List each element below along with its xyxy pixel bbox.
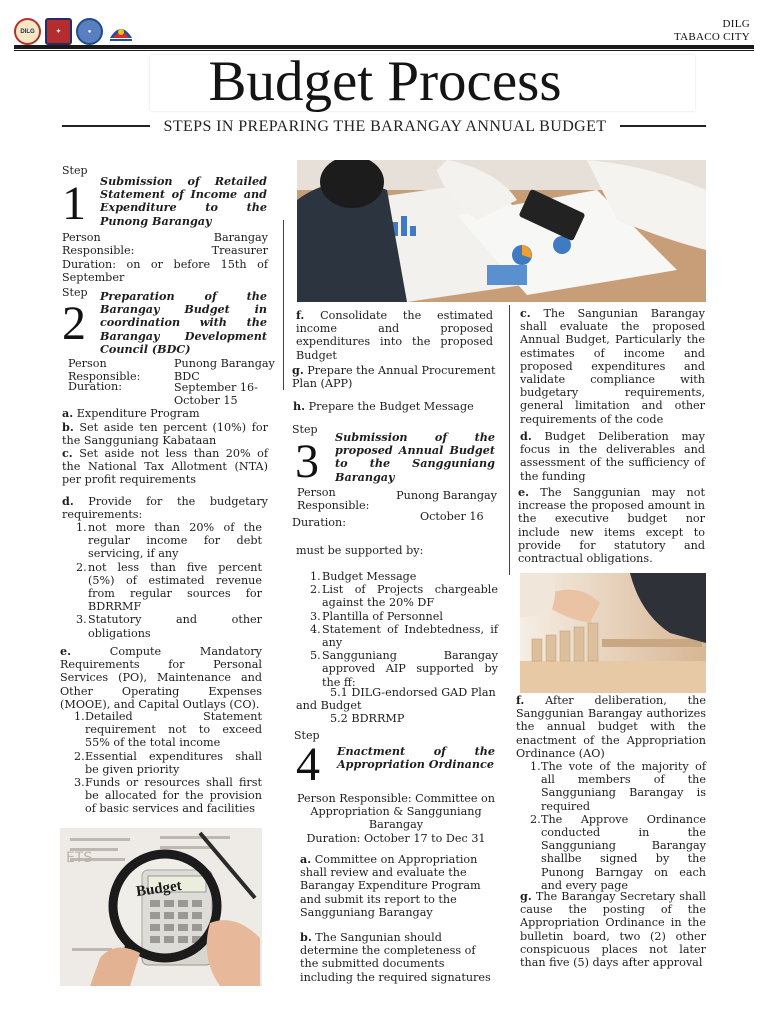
list-item: 2. The Approve Ordinance conducted in the Sangguniang Barangay shallbe signed by the Punong Barngay on each and every page xyxy=(530,812,706,892)
step2-item-d xyxy=(62,495,268,521)
step3-number: 3 xyxy=(295,435,319,488)
step2-item-b xyxy=(62,421,268,447)
step4-label: Step xyxy=(294,729,320,742)
step4-f-list xyxy=(530,760,706,892)
tabaco-city-seal-icon: ✦ xyxy=(45,18,72,45)
step2-item-g-text: Prepare the Annual Procurement Plan (APP) xyxy=(292,364,496,391)
step3-support-list xyxy=(310,570,498,689)
step2-person-value: Punong Barangay BDC xyxy=(174,357,275,384)
page-subtitle: STEPS IN PREPARING THE BARANGAY ANNUAL BUDGET xyxy=(163,118,607,135)
step3-person-value: Punong Barangay xyxy=(396,489,497,502)
step4-item-g-letter: g. xyxy=(520,889,532,903)
step3-sub-5-1: 5.1 DILG-endorsed GAD Plan and Budget xyxy=(296,686,496,713)
step2-item-c-letter: c. xyxy=(62,446,73,460)
list-item: 1. not more than 20% of the regular income for debt servicing, if any xyxy=(76,521,262,561)
step4-item-b-letter: b. xyxy=(300,930,312,944)
wooden-blocks-photo xyxy=(520,573,706,693)
list-item: 2. Essential expenditures shall be given priority xyxy=(74,749,262,776)
column-divider-left xyxy=(283,220,284,390)
list-item: 2. not less than five percent (5%) of estimated revenue from regular sources for BDRRMF xyxy=(76,560,262,614)
org-name: DILG xyxy=(722,18,750,30)
budget-photo-illustration xyxy=(60,828,262,986)
step1-person-value: Barangay Treasurer xyxy=(211,231,268,258)
step2-item-b-letter: b. xyxy=(62,420,74,434)
list-item: 2. List of Projects chargeable against the 20% DF xyxy=(310,583,498,610)
step2-person-label: Person Responsible: xyxy=(68,357,141,384)
step4-item-a-letter: a. xyxy=(300,852,312,866)
list-item: 1. Detailed Statement requirement not to exceed 55% of the total income xyxy=(74,710,262,750)
step4-item-f-text: After deliberation, the Sanggunian Barangay authorizes the annual budget with the enactment of the Appropriation Ordinance (AO) xyxy=(516,694,706,760)
step2-item-c xyxy=(62,447,268,487)
step1-label: Step xyxy=(62,164,88,177)
step4-duration: Duration: October 17 to Dec 31 xyxy=(306,832,486,845)
header-logos xyxy=(14,18,135,45)
header-rule xyxy=(14,45,754,49)
step2-item-h xyxy=(293,400,499,413)
organization-label xyxy=(674,18,750,44)
step4-item-d-letter: d. xyxy=(520,429,532,443)
list-item: 1. Budget Message xyxy=(310,570,417,583)
step2-e-list xyxy=(74,710,262,816)
step2-item-a xyxy=(62,407,268,420)
list-item: 1. The vote of the majority of all members of the Sangguniang Barangay is required xyxy=(530,760,706,813)
step2-item-a-letter: a. xyxy=(62,406,74,420)
list-item: 5. Sangguniang Barangay approved AIP supported by the ff: xyxy=(310,649,498,689)
step2-item-d-letter: d. xyxy=(62,494,74,508)
column-divider-right xyxy=(509,305,510,575)
step4-heading: Enactment of the Appropriation Ordinance xyxy=(337,744,495,772)
step3-duration-value: October 16 xyxy=(420,510,484,523)
step4-item-c-text: The Sangunian Barangay shall evaluate the proposed Annual Budget, Particularly the estimates of income and proposed expenditures and validate compliance with budgetary requirements, general limitation and other requirements of the code xyxy=(520,307,705,426)
step4-item-c-letter: c. xyxy=(520,306,531,320)
step4-item-d-text: Budget Deliberation may focus in the deliverables and assessment of the sufficiency of the funding xyxy=(520,430,705,483)
step4-item-e-text: The Sanggunian may not increase the proposed amount in the executive budget nor include new items except to provide for statutory and contractual obligations. xyxy=(518,486,705,566)
step4-item-a xyxy=(300,853,492,919)
step3-heading: Submission of the proposed Annual Budget to the Sangguniang Barangay xyxy=(335,430,495,484)
step2-item-c-text: Set aside not less than 20% of the National Tax Allotment (NTA) per profit requirements xyxy=(62,447,269,487)
step2-item-b-text: Set aside ten percent (10%) for the Sangguniang Kabataan xyxy=(62,421,268,448)
step3-person-label: Person Responsible: xyxy=(297,486,370,513)
subtitle-rule-left xyxy=(62,125,150,127)
step2-duration-value: September 16- October 15 xyxy=(174,381,258,408)
step4-item-e-letter: e. xyxy=(518,485,530,499)
step1-number: 1 xyxy=(62,177,86,230)
step3-support-intro: must be supported by: xyxy=(296,544,424,557)
dilg-seal-icon: DILG xyxy=(14,18,41,45)
step2-item-g-letter: g. xyxy=(292,363,304,377)
list-item: 3. Plantilla of Personnel xyxy=(310,609,443,623)
meeting-photo xyxy=(297,160,706,302)
step2-item-g xyxy=(292,364,498,390)
step3-sub-5-2: 5.2 BDRRMP xyxy=(330,712,405,725)
step3-label: Step xyxy=(292,423,318,436)
step2-item-e-text: Compute Mandatory Requirements for Personal Services (PO), Maintenance and Other Operating Expenses (MOOE), and Capital Outlays (CO). xyxy=(60,645,262,711)
step4-item-a-text: Committee on Appropriation shall review and evaluate the Barangay Expenditure Program and submit its report to the Sangguniang Barangay xyxy=(300,853,481,919)
step4-item-f-letter: f. xyxy=(516,693,525,707)
step2-item-e xyxy=(60,645,262,711)
step4-person: Person Responsible: Committee on Appropriation & Sangguniang Barangay xyxy=(297,792,495,832)
budget-photo-label: Budget xyxy=(135,877,183,901)
step2-label: Step xyxy=(62,286,88,299)
step4-item-b xyxy=(300,931,496,984)
meeting-photo-illustration xyxy=(297,160,706,302)
step3-duration-label: Duration: xyxy=(292,516,346,529)
step4-item-e xyxy=(518,486,705,565)
step2-item-a-text: Expenditure Program xyxy=(76,407,200,420)
subtitle-rule-right xyxy=(620,125,706,127)
step2-duration-label: Duration: xyxy=(68,380,122,393)
step4-item-g-text: The Barangay Secretary shall cause the posting of the Appropriation Ordinance in the bulletin board, two (2) other conspicuous places not later than five (5) days after approval xyxy=(520,890,706,970)
step2-item-e-letter: e. xyxy=(60,644,72,658)
step4-item-b-text: The Sangunian should determine the completeness of the submitted documents including the required signatures xyxy=(300,931,491,984)
step2-item-d-text: Provide for the budgetary requirements: xyxy=(62,495,268,522)
budget-calculator-photo xyxy=(60,828,262,986)
step2-item-h-text: Prepare the Budget Message xyxy=(308,400,474,413)
step2-heading: Preparation of the Barangay Budget in coordination with the Barangay Development Council (BDC) xyxy=(100,289,267,356)
page-title: Budget Process xyxy=(208,50,562,113)
svg-text:ETS: ETS xyxy=(66,850,93,866)
step2-item-f-text: Consolidate the estimated income and proposed expenditures into the proposed Budget xyxy=(296,309,493,362)
step2-d-list xyxy=(76,521,262,640)
list-item: 3. Funds or resources shall first be allocated for the provision of basic services and facilities xyxy=(74,776,262,816)
bagong-pilipinas-logo-icon xyxy=(107,18,135,45)
step1-duration: Duration: on or before 15th of September xyxy=(62,258,268,285)
list-item: 3. Statutory and other obligations xyxy=(76,613,262,640)
step1-person-label: Person Responsible: xyxy=(62,231,135,258)
list-item: 4. Statement of Indebtedness, if any xyxy=(310,622,498,650)
step4-item-f xyxy=(516,694,706,760)
step4-item-c xyxy=(520,307,705,426)
step4-number: 4 xyxy=(296,738,320,791)
step2-item-f xyxy=(296,309,493,362)
step2-number: 2 xyxy=(62,297,86,350)
blocks-photo-illustration xyxy=(520,573,706,693)
step4-item-d xyxy=(520,430,705,483)
step2-item-h-letter: h. xyxy=(293,399,306,413)
province-seal-icon: ● xyxy=(76,18,103,45)
step2-item-f-letter: f. xyxy=(296,308,305,322)
org-city: TABACO CITY xyxy=(673,31,750,43)
step4-item-g xyxy=(520,890,706,969)
step1-heading: Submission of Retailed Statement of Income and Expenditure to the Punong Barangay xyxy=(100,174,267,228)
